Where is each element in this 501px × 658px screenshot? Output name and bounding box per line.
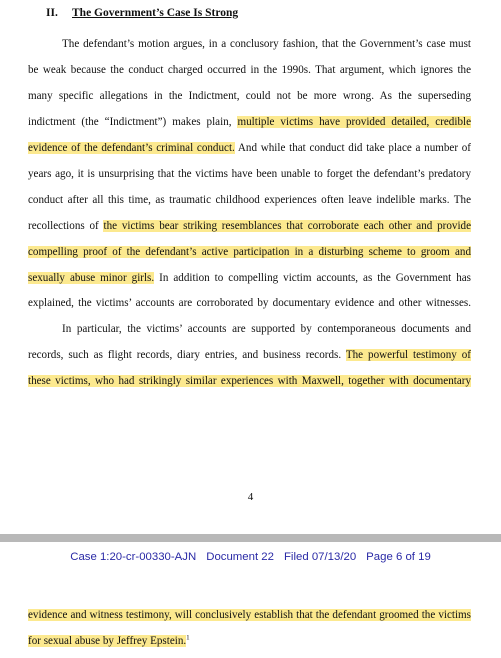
highlighted-text: multiple victims have provided detailed, credible <box>237 116 471 128</box>
page-number: 4 <box>247 491 254 503</box>
text-run: In addition to compelling victim accounts, as the Government has <box>154 272 471 284</box>
case-filing-stamp <box>0 551 501 563</box>
paragraph-line <box>28 609 471 622</box>
case-number: Case 1:20-cr-00330-AJN <box>70 551 197 563</box>
paragraph-line: many specific allegations in the Indictment, could not be more wrong. As the superseding <box>28 90 471 102</box>
highlighted-text: for sexual abuse by Jeffrey Epstein. <box>28 635 187 647</box>
highlighted-text: sexually abuse minor girls. <box>28 272 155 284</box>
page-divider <box>0 534 501 542</box>
paragraph-line <box>28 635 471 648</box>
text-run: indictment (the “Indictment”) makes plain, <box>28 116 238 128</box>
section-heading <box>46 7 238 19</box>
text-run: records, such as flight records, diary entries, and business records. <box>28 349 346 361</box>
highlighted-text: compelling proof of the defendant’s active participation in a disturbing scheme to groom and <box>28 246 471 258</box>
paragraph-line: In particular, the victims’ accounts are supported by contemporaneous documents and <box>62 323 471 335</box>
paragraph-line: explained, the victims’ accounts are corroborated by documentary evidence and other witnesses. <box>28 297 471 309</box>
section-number: II. <box>46 7 58 19</box>
document-number: Document 22 <box>206 551 274 563</box>
highlighted-text: The powerful testimony of <box>345 349 471 361</box>
page-indicator: Page 6 of 19 <box>366 551 431 563</box>
paragraph-line: The defendant’s motion argues, in a conclusory fashion, that the Government’s case must <box>62 38 471 50</box>
paragraph-line <box>28 142 471 155</box>
paragraph-line <box>28 349 471 362</box>
highlighted-text: the victims bear striking resemblances that corroborate each other and provide <box>103 220 471 232</box>
footnote-reference[interactable]: 1 <box>186 635 190 642</box>
highlighted-text: these victims, who had strikingly similar experiences with Maxwell, together with documentary <box>28 375 471 387</box>
paragraph-line <box>28 246 471 259</box>
highlighted-text: evidence of the defendant’s criminal conduct. <box>28 142 235 154</box>
filed-date: Filed 07/13/20 <box>283 551 357 563</box>
text-run: And while that conduct did take place a number of <box>234 142 471 154</box>
section-title: The Government’s Case Is Strong <box>72 7 239 19</box>
paragraph-line <box>28 220 471 233</box>
highlighted-text: evidence and witness testimony, will conclusively establish that the defendant groomed the victims <box>28 609 471 621</box>
paragraph-line <box>28 375 471 388</box>
paragraph-line: be weak because the conduct charged occurred in the 1990s. That argument, which ignores the <box>28 64 471 76</box>
paragraph-line <box>28 272 471 285</box>
paragraph-line: years ago, it is unsurprising that the victims have been unable to forget the defendant’s predatory <box>28 168 471 180</box>
paragraph-line <box>28 116 471 129</box>
text-run: recollections of <box>28 220 104 232</box>
paragraph-line: conduct after all this time, as traumatic childhood experiences often leave indelible marks. The <box>28 194 471 206</box>
